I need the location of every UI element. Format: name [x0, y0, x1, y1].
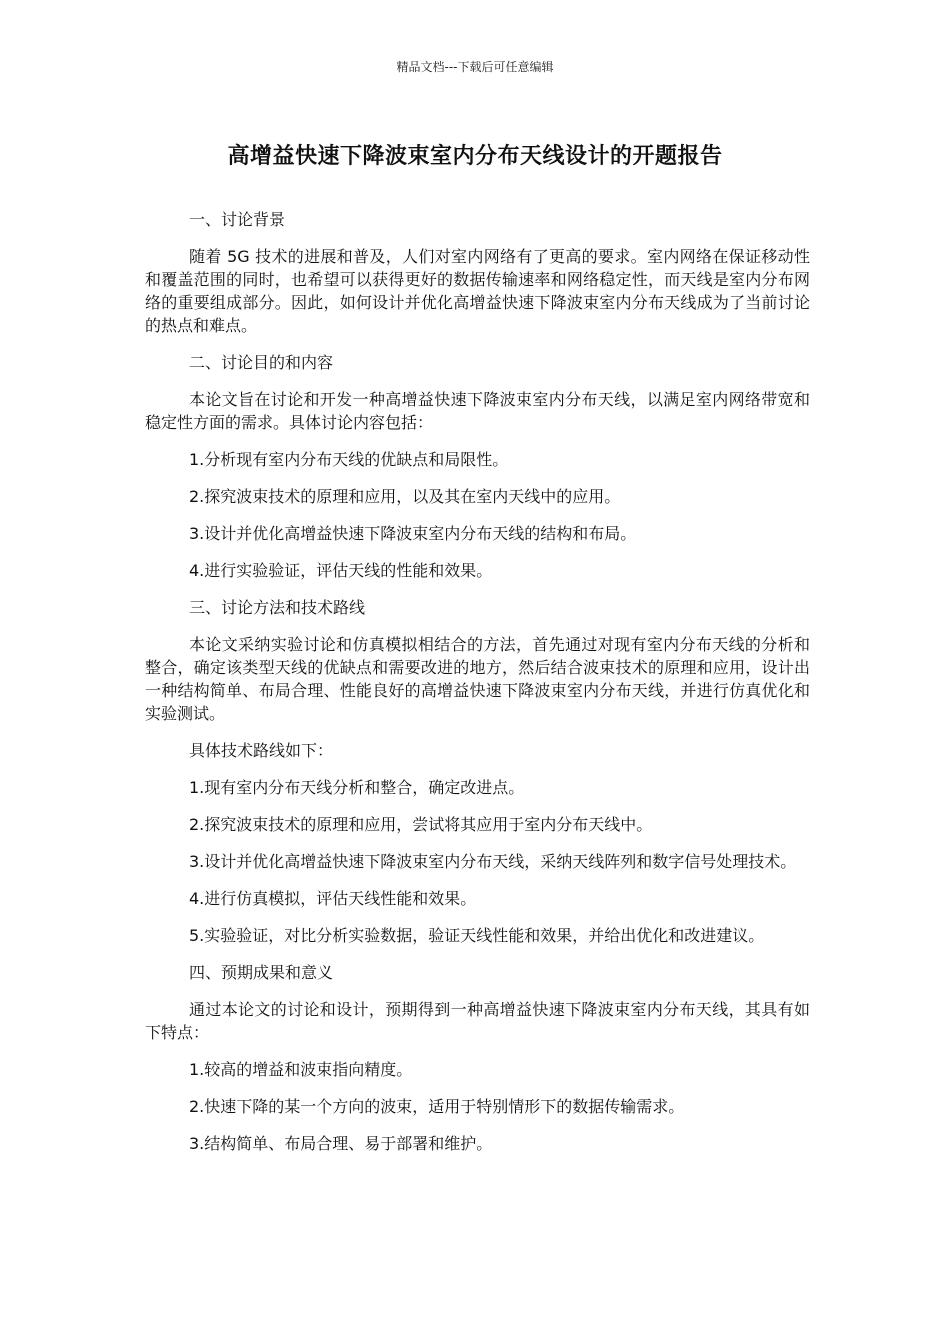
list-item-outcome-2: 2.快速下降的某一个方向的波束，适用于特别情形下的数据传输需求。: [189, 1097, 685, 1116]
section-heading-outcomes: 四、预期成果和意义: [189, 963, 334, 982]
paragraph-method: 本论文采纳实验讨论和仿真模拟相结合的方法，首先通过对现有室内分布天线的分析和整合，确定该类型天线的优缺点和需要改进的地方，然后结合波束技术的原理和应用，设计出一种结构简单、布局合理、性能良好的高增益快速下降波束室内分布天线，并进行仿真优化和实验测试。: [145, 635, 810, 723]
list-item-route-1: 1.现有室内分布天线分析和整合，确定改进点。: [189, 778, 525, 797]
list-item-purpose-1: 1.分析现有室内分布天线的优缺点和局限性。: [189, 450, 509, 469]
list-item-outcome-3: 3.结构简单、布局合理、易于部署和维护。: [189, 1134, 493, 1153]
header-note: 精品文档---下载后可任意编辑: [396, 60, 554, 74]
list-item-route-5: 5.实验验证，对比分析实验数据，验证天线性能和效果，并给出优化和改进建议。: [189, 926, 765, 945]
paragraph-route-intro: 具体技术路线如下：: [189, 741, 334, 760]
paragraph-background: 随着 5G 技术的进展和普及，人们对室内网络有了更高的要求。室内网络在保证移动性和覆盖范围的同时，也希望可以获得更好的数据传输速率和网络稳定性，而天线是室内分布网络的重要组成部分。因此，如何设计并优化高增益快速下降波束室内分布天线成为了当前讨论的热点和难点。: [145, 247, 810, 335]
list-item-route-4: 4.进行仿真模拟，评估天线性能和效果。: [189, 889, 477, 908]
paragraph-outcomes: 通过本论文的讨论和设计，预期得到一种高增益快速下降波束室内分布天线，其具有如下特点：: [145, 1000, 810, 1042]
section-heading-background: 一、讨论背景: [189, 210, 286, 229]
list-item-outcome-1: 1.较高的增益和波束指向精度。: [189, 1060, 413, 1079]
list-item-purpose-2: 2.探究波束技术的原理和应用，以及其在室内天线中的应用。: [189, 487, 621, 506]
list-item-route-2: 2.探究波束技术的原理和应用，尝试将其应用于室内分布天线中。: [189, 815, 653, 834]
section-heading-method: 三、讨论方法和技术路线: [189, 598, 366, 617]
document-body: [145, 208, 810, 1169]
list-item-route-3: 3.设计并优化高增益快速下降波束室内分布天线，采纳天线阵列和数字信号处理技术。: [189, 852, 797, 871]
paragraph-purpose: 本论文旨在讨论和开发一种高增益快速下降波束室内分布天线，以满足室内网络带宽和稳定性方面的需求。具体讨论内容包括：: [145, 390, 810, 432]
list-item-purpose-4: 4.进行实验验证，评估天线的性能和效果。: [189, 561, 493, 580]
section-heading-purpose: 二、讨论目的和内容: [189, 353, 334, 372]
list-item-purpose-3: 3.设计并优化高增益快速下降波束室内分布天线的结构和布局。: [189, 524, 637, 543]
document-title: 高增益快速下降波束室内分布天线设计的开题报告: [227, 144, 723, 169]
